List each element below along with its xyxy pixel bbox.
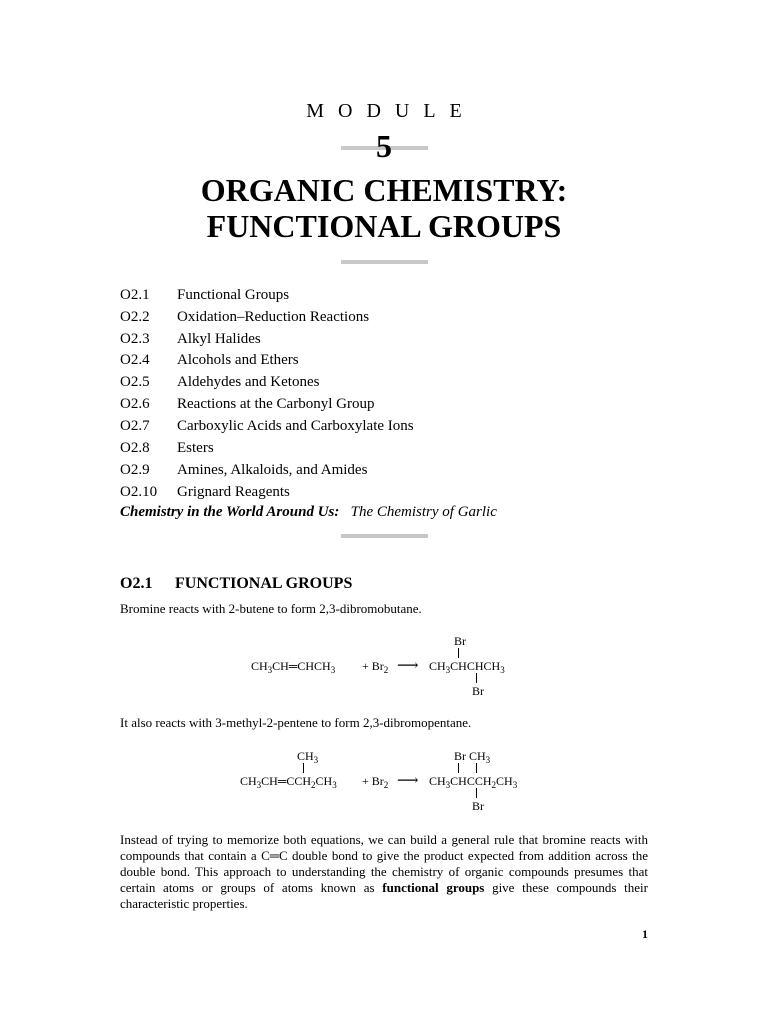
page-number: 1 (642, 927, 648, 941)
toc-item-number: O2.10 (120, 484, 158, 500)
toc-item-title: Esters (177, 440, 214, 456)
toc-item-number: O2.1 (120, 287, 150, 303)
eq2-product: $CH_3CHCCH_2CH_3$ (429, 774, 518, 790)
module-number: 5 (376, 128, 392, 164)
toc-item (120, 306, 369, 328)
toc-item-number: O2.2 (120, 309, 150, 325)
toc-item (120, 415, 414, 437)
eq1-br-bottom: Br (472, 684, 484, 698)
toc-special-feature (120, 504, 497, 521)
eq1-reactant: $CH_3CH═CHCH_3$ (251, 659, 336, 675)
toc-item-title: Alkyl Halides (177, 331, 261, 347)
eq2-br-bottom: Br (472, 799, 484, 813)
title-rule (341, 260, 428, 264)
eq2-ch3-top: $CH_3$ (297, 749, 319, 765)
toc-item-number: O2.9 (120, 462, 150, 478)
chapter-title (0, 172, 768, 244)
eq1-reagent: + $Br_2$ (362, 659, 389, 675)
toc-item (120, 437, 214, 459)
body-paragraph (120, 832, 648, 912)
toc-item (120, 393, 374, 415)
chapter-title-line2: FUNCTIONAL GROUPS (206, 208, 562, 244)
eq2-arrow: ⟶ (397, 773, 419, 789)
toc-item-title: Amines, Alkaloids, and Amides (177, 462, 368, 478)
paragraph-text-end: give these compounds their characteristic properties. (120, 880, 649, 911)
toc-item-title: Functional Groups (177, 287, 290, 303)
eq1-bond-bottom (476, 673, 477, 683)
toc-special-label: Chemistry in the World Around Us: (120, 504, 340, 520)
toc-item-number: O2.6 (120, 396, 150, 412)
intro-sentence: Bromine reacts with 2-butene to form 2,3-dibromobutane. (120, 601, 422, 616)
paragraph-text: Instead of trying to memorize both equations, we can build a general rule that bromine reacts with compounds that contain a C═C double bond to give the product expected from addition across the double bond. This approach to understanding the chemistry of organic compounds presumes that certain atoms or groups of atoms known as (120, 832, 648, 895)
eq2-reagent: + $Br_2$ (362, 774, 389, 790)
toc-item-number: O2.4 (120, 352, 150, 368)
toc-item (120, 328, 261, 350)
eq2-bond-ch3 (476, 763, 477, 773)
eq1-product: $CH_3CHCHCH_3$ (429, 659, 505, 675)
toc-item-title: Aldehydes and Ketones (177, 374, 320, 390)
section-number: O2.1 (120, 575, 153, 592)
toc-item-number: O2.8 (120, 440, 150, 456)
toc-item-number: O2.3 (120, 331, 150, 347)
eq2-br-ch3-top: Br $CH_3$ (454, 749, 491, 765)
toc-special-title: The Chemistry of Garlic (350, 504, 497, 520)
toc-item-title: Carboxylic Acids and Carboxylate Ions (177, 418, 414, 434)
second-sentence: It also reacts with 3-methyl-2-pentene to form 2,3-dibromopentane. (120, 715, 472, 730)
eq1-arrow: ⟶ (397, 658, 419, 674)
section-heading (120, 575, 352, 593)
eq2-bond-br (458, 763, 459, 773)
toc-item (120, 459, 367, 481)
keyword-functional-groups: functional groups (382, 880, 485, 895)
toc-item (120, 371, 319, 393)
eq2-bond-bottom (476, 788, 477, 798)
module-label: MODULE (306, 100, 476, 122)
eq2-reactant: $CH_3CH═CCH_2CH_3$ (240, 774, 337, 790)
eq1-bond-top (458, 648, 459, 658)
eq1-br-top: Br (454, 634, 466, 648)
eq2-bond-methyl (303, 763, 304, 773)
toc-rule (341, 534, 428, 538)
toc-item-title: Grignard Reagents (177, 484, 290, 500)
toc-item-number: O2.7 (120, 418, 150, 434)
toc-item-title: Oxidation–Reduction Reactions (177, 309, 370, 325)
toc-item-number: O2.5 (120, 374, 150, 390)
toc-item-title: Reactions at the Carbonyl Group (177, 396, 375, 412)
section-title: FUNCTIONAL GROUPS (175, 575, 353, 592)
toc-item (120, 284, 289, 306)
chapter-title-line1: ORGANIC CHEMISTRY: (200, 172, 568, 208)
toc-item-title: Alcohols and Ethers (177, 352, 299, 368)
toc-item (120, 481, 290, 503)
toc-item (120, 349, 299, 371)
